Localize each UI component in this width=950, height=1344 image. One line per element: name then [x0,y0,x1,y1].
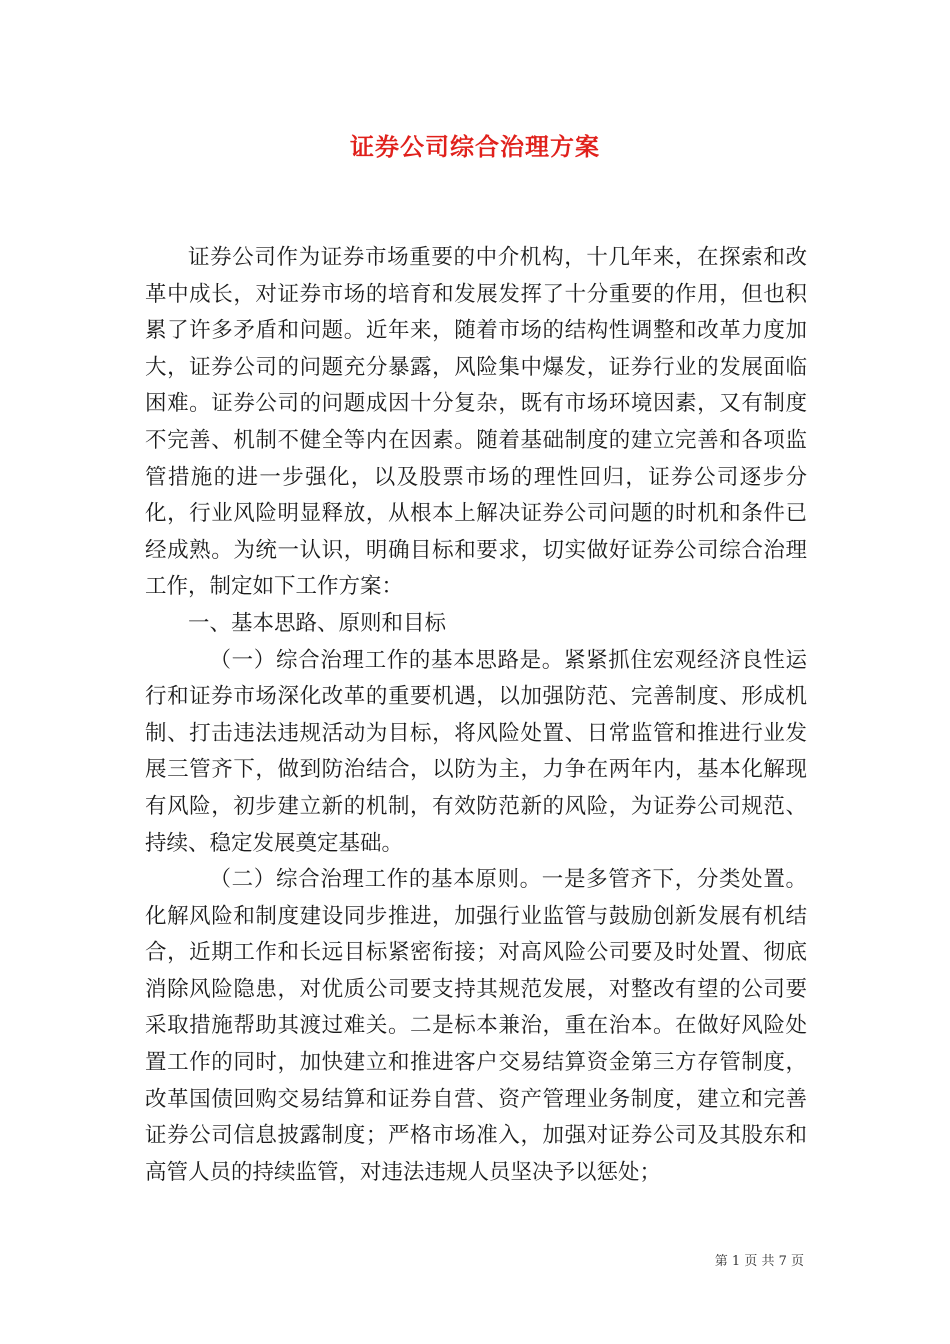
paragraph-basic-approach: （一）综合治理工作的基本思路是。紧紧抓住宏观经济良性运行和证券市场深化改革的重要机遇，以加强防范、完善制度、形成机制、打击违法违规活动为目标，将风险处置、日常监管和推进行业发展三管齐下，做到防治结合，以防为主，力争在两年内，基本化解现有风险，初步建立新的机制，有效防范新的风险，为证券公司规范、持续、稳定发展奠定基础。 [145,647,807,856]
paragraph-intro: 证券公司作为证券市场重要的中介机构，十几年来，在探索和改革中成长，对证券市场的培育和发展发挥了十分重要的作用，但也积累了许多矛盾和问题。近年来，随着市场的结构性调整和改革力度加大，证券公司的问题充分暴露，风险集中爆发，证券行业的发展面临困难。证券公司的问题成因十分复杂，既有市场环境因素，又有制度不完善、机制不健全等内在因素。随着基础制度的建立完善和各项监管措施的进一步强化，以及股票市场的理性回归，证券公司逐步分化，行业风险明显释放，从根本上解决证券公司问题的时机和条件已经成熟。为统一认识，明确目标和要求，切实做好证券公司综合治理工作，制定如下工作方案： [145,245,807,600]
page-number-footer: 第 1 页 共 7 页 [714,1254,804,1269]
section-heading-1: 一、基本思路、原则和目标 [188,610,447,636]
document-title: 证券公司综合治理方案 [350,132,600,161]
document-body [145,240,807,1191]
paragraph-basic-principles: （二）综合治理工作的基本原则。一是多管齐下，分类处置。化解风险和制度建设同步推进，加强行业监管与鼓励创新发展有机结合，近期工作和长远目标紧密衔接；对高风险公司要及时处置、彻底消除风险隐患，对优质公司要支持其规范发展，对整改有望的公司要采取措施帮助其渡过难关。二是标本兼治，重在治本。在做好风险处置工作的同时，加快建立和推进客户交易结算资金第三方存管制度，改革国债回购交易结算和证券自营、资产管理业务制度，建立和完善证券公司信息披露制度；严格市场准入，加强对证券公司及其股东和高管人员的持续监管，对违法违规人员坚决予以惩处； [145,867,807,1185]
